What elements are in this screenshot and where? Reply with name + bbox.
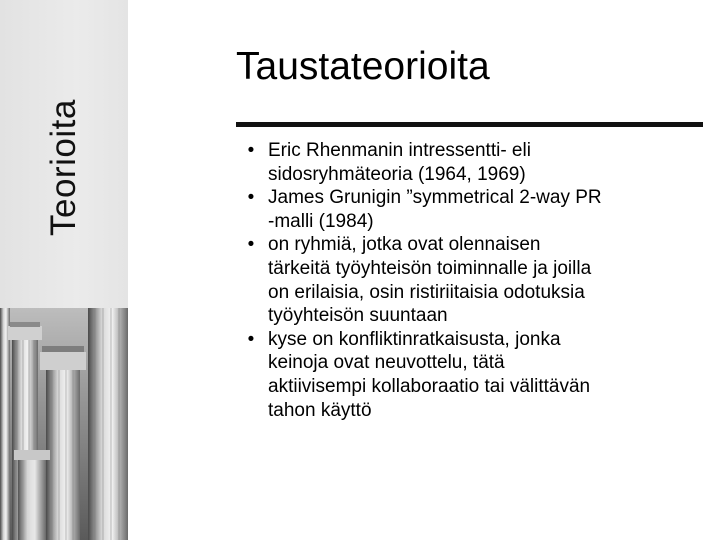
- bullet-line: tahon käyttö: [268, 399, 372, 421]
- bullet-line: keinoja ovat neuvottelu, tätä: [268, 352, 505, 374]
- bullet-line: sidosryhmäteoria (1964, 1969): [268, 163, 526, 185]
- bullet-line: työyhteisön suuntaan: [268, 305, 448, 327]
- bullet-line: -malli (1984): [268, 210, 374, 232]
- bullet-item: [240, 139, 700, 186]
- bullet-item: [240, 186, 700, 233]
- bullet-line: tärkeitä työyhteisön toiminnalle ja joilla: [268, 257, 592, 279]
- bullet-line: Eric Rhenmanin intressentti- eli: [268, 140, 531, 161]
- bullet-item: [240, 233, 700, 327]
- slide-title: Taustateorioita: [236, 45, 490, 88]
- bullet-dot-icon: •: [247, 187, 255, 209]
- bullet-item: [240, 328, 700, 422]
- sidebar-title: Teorioita: [44, 99, 83, 236]
- columns-photo: [0, 308, 128, 540]
- sidebar-panel: [0, 0, 128, 540]
- bullet-line: aktiivisempi kollaboraatio tai välittävän: [268, 375, 591, 397]
- bullet-line: James Grunigin ”symmetrical 2-way PR: [268, 187, 602, 209]
- bullet-line: on erilaisia, osin ristiriitaisia odotuksia: [268, 281, 585, 303]
- title-divider: [236, 122, 703, 127]
- bullet-dot-icon: •: [247, 234, 255, 256]
- bullet-line: on ryhmiä, jotka ovat olennaisen: [268, 234, 541, 256]
- bullet-line: kyse on konfliktinratkaisusta, jonka: [268, 328, 561, 350]
- bullet-list: [240, 139, 700, 422]
- bullet-dot-icon: •: [247, 328, 255, 350]
- bullet-dot-icon: •: [247, 140, 255, 161]
